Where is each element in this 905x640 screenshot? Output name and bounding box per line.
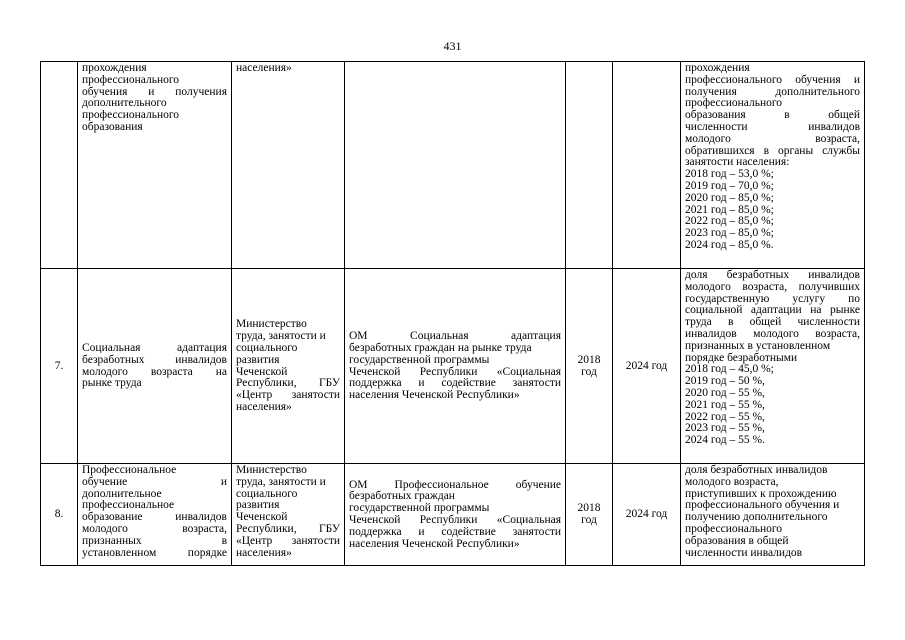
indicator-line: профессионального [685, 522, 783, 535]
executor-line: социального [236, 487, 298, 500]
indicator-cell [681, 269, 865, 464]
indicator-line: 2019 год – 50 %, [685, 375, 765, 388]
end-year-cell: 2024 год [613, 269, 681, 464]
executor-cell [232, 62, 345, 269]
measure-line: обучение и [82, 475, 227, 488]
executor-line: труда, занятости и [236, 475, 326, 488]
executor-cell [232, 269, 345, 464]
measure-line: образование инвалидов [82, 511, 227, 524]
program-cell [345, 464, 566, 566]
program-line: безработных граждан на рынке труда [349, 341, 532, 354]
end-year-cell [613, 62, 681, 269]
indicator-cell [681, 464, 865, 566]
executor-line: Чеченской [236, 511, 288, 524]
start-year-line: 2018 [577, 502, 601, 515]
executor-line: труда, занятости и [236, 330, 326, 343]
indicator-line: труда в общей численности [685, 316, 860, 329]
executor-line: населения» [236, 400, 292, 413]
indicator-line: 2018 год – 53,0 %; [685, 168, 774, 181]
measure-line: дополнительное [82, 487, 162, 500]
indicator-line: приступивших к прохождению [685, 487, 837, 500]
start-year-cell [566, 464, 613, 566]
measure-cell [78, 269, 232, 464]
measure-line: безработных инвалидов [82, 353, 227, 366]
indicator-line: 2024 год – 55 %. [685, 434, 765, 447]
program-cell [345, 269, 566, 464]
indicator-line: 2022 год – 85,0 %; [685, 215, 774, 228]
program-line: населения Чеченской Республики» [349, 389, 520, 402]
indicator-line: профессионального обучения и [685, 499, 840, 512]
executor-line: развития [236, 353, 280, 366]
start-year-line: год [581, 365, 597, 378]
indicator-line: 2024 год – 85,0 %. [685, 238, 774, 251]
executor-line: «Центр занятости [236, 534, 340, 547]
program-line: ОМ Социальная адаптация [349, 330, 561, 343]
program-line: поддержка и содействие занятости [349, 525, 561, 538]
indicator-line: инвалидов молодого возраста, [685, 327, 860, 340]
table-row [41, 464, 865, 566]
program-line: безработных граждан [349, 490, 455, 503]
indicator-line: 2022 год – 55 %, [685, 410, 765, 423]
indicator-line: социальной адаптации на рынке [685, 304, 860, 317]
program-line: поддержка и содействие занятости [349, 377, 561, 390]
page-number: 431 [443, 39, 462, 53]
executor-line: Республики, ГБУ [236, 522, 340, 535]
row-number-cell: 8. [41, 464, 78, 566]
measure-line: обучения и получения [82, 85, 227, 98]
indicator-line: 2021 год – 55 %, [685, 398, 765, 411]
start-year-cell [566, 269, 613, 464]
row-number-cell: 7. [41, 269, 78, 464]
executor-line: Министерство [236, 318, 307, 331]
table-row [41, 62, 865, 269]
measure-line: рынке труда [82, 377, 142, 390]
program-line: государственной программы [349, 502, 490, 515]
start-year-line: 2018 [577, 353, 601, 366]
measure-line: профессионального [82, 73, 180, 86]
indicator-line: 2018 год – 45,0 %; [685, 363, 774, 376]
indicator-line: доля безработных инвалидов [685, 269, 860, 281]
executor-line: Чеченской [236, 365, 288, 378]
indicator-line: прохождения [685, 62, 750, 74]
program-cell [345, 62, 566, 269]
table-row [41, 269, 865, 464]
executor-line: «Центр занятости [236, 389, 340, 402]
indicator-line: 2023 год – 85,0 %; [685, 227, 774, 240]
indicator-line: доля безработных инвалидов [685, 464, 828, 476]
measure-line: профессионального [82, 109, 180, 122]
indicator-line: молодого возраста, получивших [685, 280, 860, 293]
row-number-cell [41, 62, 78, 269]
indicator-line: 2023 год – 55 %, [685, 422, 765, 435]
measure-line: дополнительного [82, 97, 167, 110]
measure-cell [78, 464, 232, 566]
start-year-cell [566, 62, 613, 269]
indicator-line: численности инвалидов [685, 546, 803, 559]
measure-line: образования [82, 120, 143, 133]
measure-line: установленном порядке [82, 546, 227, 559]
program-line: Чеченской Республики «Социальная [349, 365, 561, 378]
measure-line: Социальная адаптация [82, 341, 227, 354]
program-line: населения Чеченской Республики» [349, 537, 520, 550]
measure-cell [78, 62, 232, 269]
indicator-line: порядке безработными [685, 351, 798, 364]
program-line: государственной программы [349, 353, 490, 366]
executor-line: развития [236, 499, 280, 512]
executor-line: Министерство [236, 464, 307, 476]
executor-line: Республики, ГБУ [236, 377, 340, 390]
indicator-line: 2019 год – 70,0 %; [685, 179, 774, 192]
indicator-line: государственную услугу по [685, 292, 860, 305]
measure-line: профессиональное [82, 499, 175, 512]
indicator-line: получения дополнительного [685, 85, 860, 98]
end-year-cell: 2024 год [613, 464, 681, 566]
indicator-line: занятости населения: [685, 156, 790, 169]
program-line: Чеченской Республики «Социальная [349, 514, 561, 526]
indicator-line: профессионального обучения и [685, 73, 860, 86]
indicator-line: образования в общей [685, 109, 860, 122]
measure-line: прохождения [82, 62, 147, 74]
indicator-line: 2020 год – 55 %, [685, 386, 765, 399]
indicator-line: численности инвалидов [685, 120, 860, 133]
executor-line: населения» [236, 546, 292, 559]
indicator-line: молодого возраста, [685, 132, 860, 145]
measure-line: признанных в [82, 534, 227, 547]
indicator-line: 2021 год – 85,0 %; [685, 203, 774, 216]
measure-line: молодого возраста на [82, 365, 227, 378]
indicator-line: обратившихся в органы службы [685, 144, 860, 157]
executor-cell [232, 464, 345, 566]
program-line: ОМ Профессиональное обучение [349, 478, 561, 491]
indicator-line: получению дополнительного [685, 511, 828, 524]
indicator-line: признанных в установленном [685, 339, 831, 352]
executor-line: населения» [236, 62, 292, 74]
executor-line: социального [236, 341, 298, 354]
measure-line: Профессиональное [82, 464, 177, 476]
indicator-cell [681, 62, 865, 269]
indicator-line: профессионального [685, 97, 783, 110]
start-year-line: год [581, 514, 597, 526]
indicator-line: образования в общей [685, 534, 789, 547]
document-table [40, 61, 865, 566]
indicator-line: молодого возраста, [685, 475, 779, 488]
indicator-line: 2020 год – 85,0 %; [685, 191, 774, 204]
measure-line: молодого возраста, [82, 522, 227, 535]
